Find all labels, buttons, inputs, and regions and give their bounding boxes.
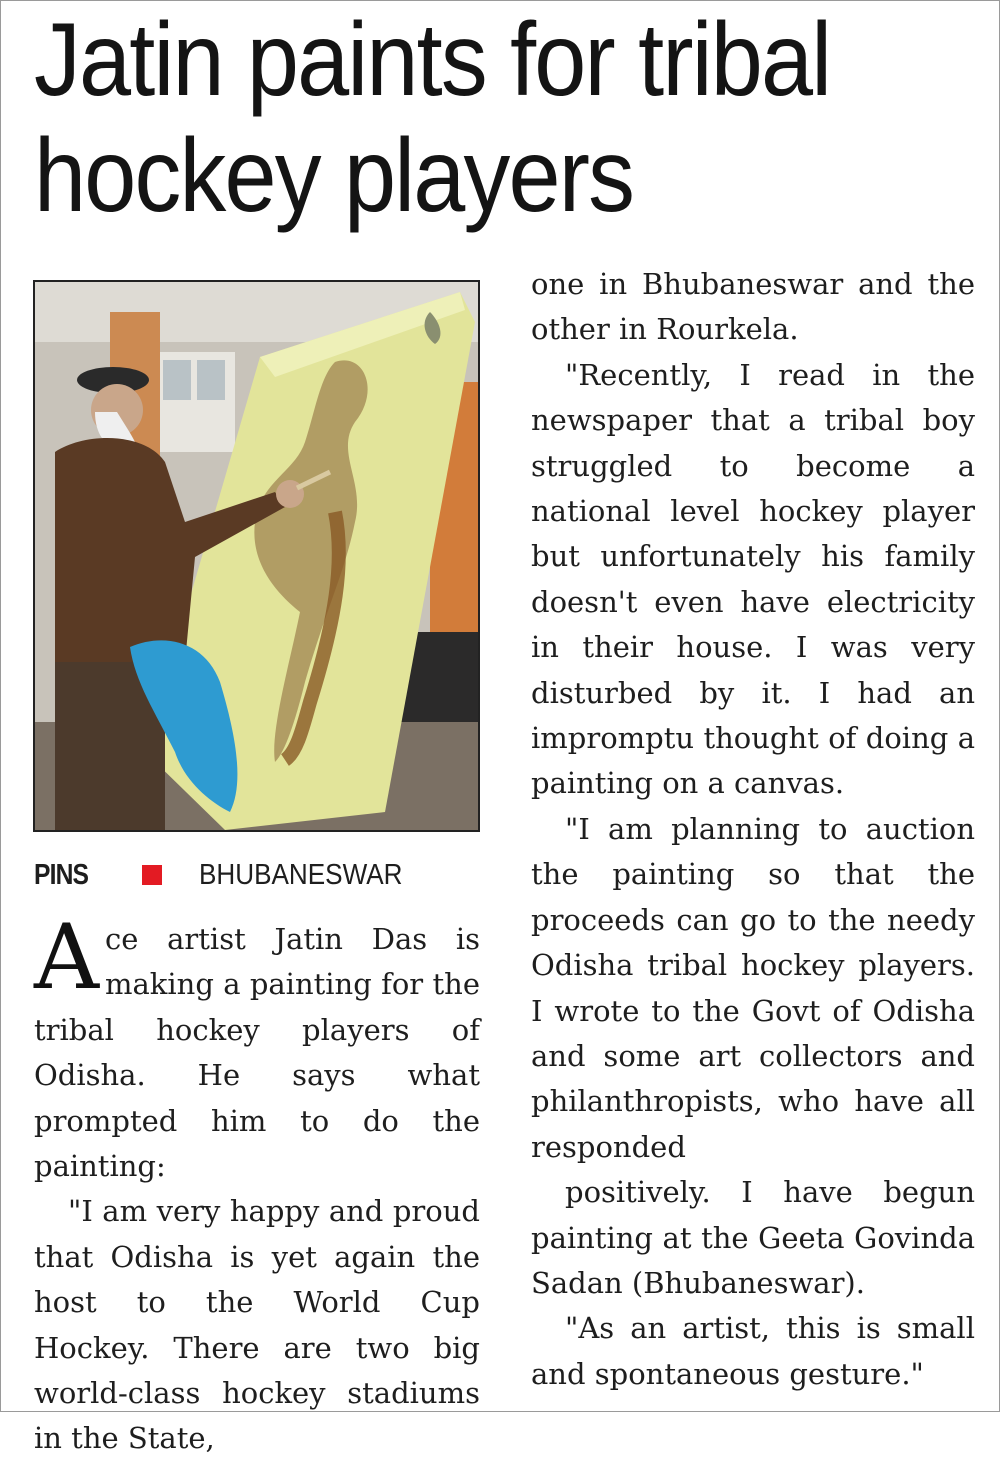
headline-line-2: hockey players <box>34 118 634 234</box>
byline <box>34 855 480 895</box>
byline-agency: PINS <box>34 859 89 891</box>
paragraph-recently: "Recently, I read in the newspaper that a tribal boy struggled to become a national level hockey player but unfortunately his family doesn't even have electricity in their house. I was very disturbed by it. I had an impromptu thought of doing a painting on a canvas. <box>531 357 975 801</box>
paragraph-quote-intro: "I am very happy and proud that Odisha is yet again the host to the World Cup Hockey. There are two big world-class hockey stadiums in the State, <box>34 1194 480 1456</box>
headline <box>34 2 889 234</box>
paragraph-closing-quote: "As an artist, this is small and spontaneous gesture." <box>531 1311 975 1391</box>
headline-line-1: Jatin paints for tribal <box>34 2 831 118</box>
article-photo <box>33 280 480 832</box>
article-column-1 <box>34 905 480 1462</box>
drop-cap: A <box>34 905 99 1010</box>
paragraph-auction: "I am planning to auction the painting so that the proceeds can go to the needy Odisha tribal hockey players. I wrote to the Govt of Odisha and some art collectors and philanthropists, who have all responded <box>531 811 975 1164</box>
lead-paragraph <box>34 905 480 1189</box>
lead-paragraph-text: ce artist Jatin Das is making a painting for the tribal hockey players of Odisha. He says what prompted him to do the painting: <box>34 922 480 1184</box>
paragraph-continuation: one in Bhubaneswar and the other in Rourkela. <box>531 267 975 347</box>
painting-scene-illustration <box>35 282 478 830</box>
byline-dateline: BHUBANESWAR <box>199 859 403 891</box>
byline-separator-square-icon <box>142 865 162 885</box>
paragraph-positively: positively. I have begun painting at the Geeta Govinda Sadan (Bhubaneswar). <box>531 1175 975 1300</box>
article-column-2 <box>531 262 975 1397</box>
